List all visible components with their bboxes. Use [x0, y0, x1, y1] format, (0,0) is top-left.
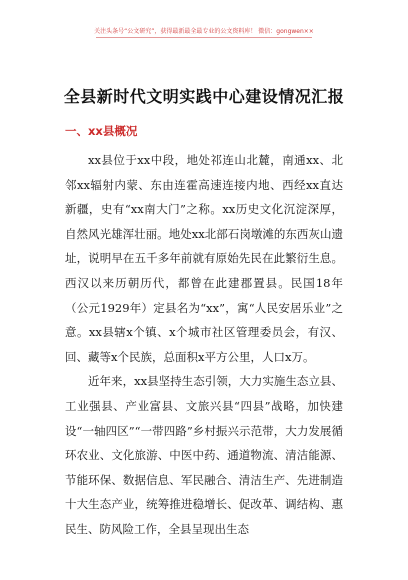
body-paragraph: xx县位于xx中段，地处祁连山北麓，南通xx、北邻xx辐射内蒙、东由连霍高速连接内地、西经xx直达新疆，史有“xx南大门”之称。xx历史文化沉淀深厚，自然风光雄浑壮丽。地处xx北部石岗墩滩的东西灰山遗址，说明早在五千多年前就有原始先民在此繁衍生息。西汉以来历朝历代，都曾在此建郡置县。民国18年（公元1929年）定县名为“xx”，寓“人民安居乐业”之意。xx县辖x个镇、x个城市社区管理委员会，有汉、回、藏等x个民族，总面积x平方公里，人口x万。	[65, 153, 343, 364]
promo-banner: 关注头条号“公文研究”，获得最新最全最专业的公文资料库！ 微信：gongwen××	[94, 28, 314, 35]
document-body	[65, 148, 343, 542]
document-title: 全县新时代文明实践中心建设情况汇报	[63, 87, 345, 106]
banner-divider	[96, 37, 312, 38]
body-paragraph: 近年来，xx县坚持生态引领，大力实施生态立县、工业强县、产业富县、文旅兴县“四县”战略，加快建设“一轴四区”“一带四路”乡村振兴示范带，大力发展循环农业、文化旅游、中医中药、通道物流、清洁能源、节能环保、数据信息、军民融合、清洁生产、先进制造十大生态产业，统筹推进稳增长、促改革、调结构、惠民生、防风险工作，全县呈现出生态	[65, 374, 343, 536]
section-heading: 一、xx县概况	[65, 124, 138, 138]
